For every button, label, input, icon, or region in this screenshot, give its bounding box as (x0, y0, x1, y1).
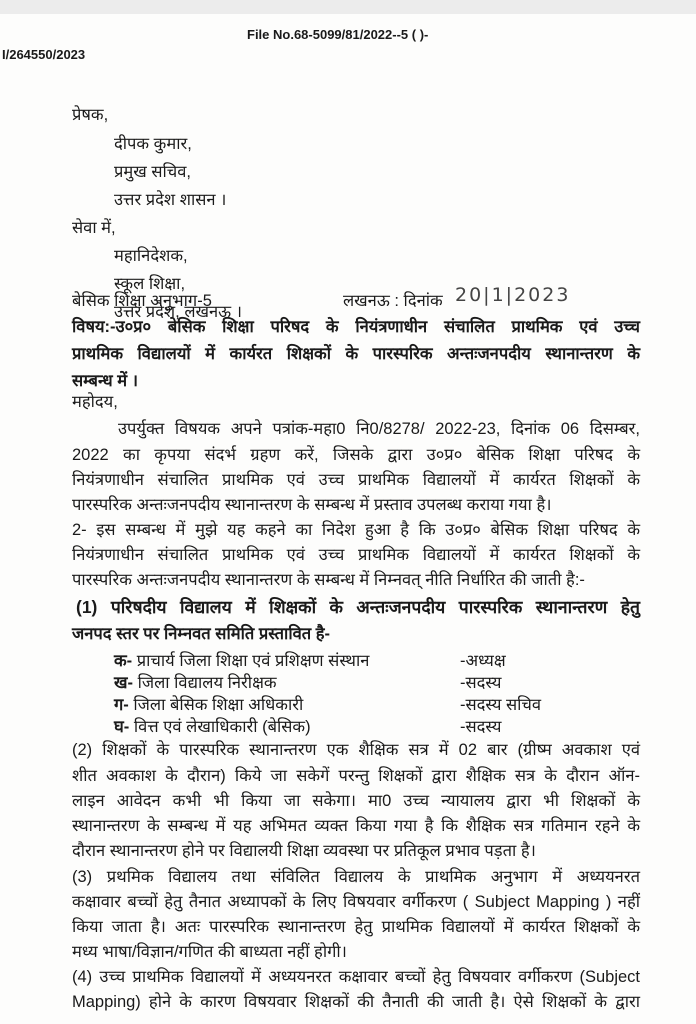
committee-role: -सदस्य सचिव (460, 696, 542, 714)
committee-item (114, 694, 303, 716)
paragraph-line: 2022 का कृपया संदर्भ ग्रहण करें, जिसके द्वारा उ०प्र० बेसिक शिक्षा परिषद के (72, 446, 640, 464)
item-key: घ- (114, 718, 130, 736)
point-1-line: जनपद स्तर पर निम्नवत समिति प्रस्तावित है- (72, 625, 331, 643)
sender-line: उत्तर प्रदेश शासन । (114, 191, 227, 209)
committee-item (114, 650, 369, 672)
member: प्राचार्य जिला शिक्षा एवं प्रशिक्षण संस्थान (136, 652, 370, 670)
point-3-line: मध्य भाषा/विज्ञान/गणित की बाध्यता नहीं होगी। (72, 943, 347, 961)
paragraph-line: नियंत्रणाधीन संचालित प्राथमिक एवं उच्च प्राथमिक विद्यालयों में कार्यरत शिक्षकों के (72, 471, 640, 489)
subject-line: सम्बन्ध में । (72, 372, 138, 390)
paragraph-line: 2- इस सम्बन्ध में मुझे यह कहने का निदेश हुआ है कि उ०प्र० बेसिक शिक्षा परिषद के (72, 521, 640, 539)
point-3-line: किया जाता है। अतः पारस्परिक स्थानान्तरण हेतु प्राथमिक विद्यालयों में कार्यरत शिक्षकों के (72, 918, 640, 936)
item-key: ख- (114, 674, 133, 692)
recipient-label: सेवा में, (72, 219, 116, 237)
committee-role: -सदस्य (460, 718, 502, 736)
recipient-line: उत्तर प्रदेश, लखनऊ । (114, 303, 242, 321)
recipient-line: महानिदेशक, (114, 247, 188, 265)
member: जिला बेसिक शिक्षा अधिकारी (133, 696, 304, 714)
paragraph-line: पारस्परिक अन्तःजनपदीय स्थानान्तरण के सम्बन्ध में निम्नवत् नीति निर्धारित की जाती है:- (72, 571, 585, 589)
salutation: महोदय, (72, 393, 118, 411)
scan-edge (0, 0, 696, 14)
point-2-line: स्थानान्तरण के सम्बन्ध में यह अभिमत व्यक्त किया गया है कि शैक्षिक सत्र गतिमान रहने के (72, 817, 640, 835)
point-4-line: (4) उच्च प्राथमिक विद्यालयों में अध्ययनरत कक्षावार बच्चों हेतु विषयवार वर्गीकरण (Subject (72, 968, 640, 986)
sender-line: प्रमुख सचिव, (114, 163, 191, 181)
point-3-line: कक्षावार बच्चों हेतु तैनात अध्यापकों के लिए विषयवार वर्गीकरण ( Subject Mapping ) नहीं (72, 893, 640, 911)
handwritten-date: 20|1|2023 (455, 284, 571, 306)
reference-number: I/264550/2023 (2, 47, 86, 62)
sender-label: प्रेषक, (72, 106, 109, 124)
point-2-line: (2) शिक्षकों के पारस्परिक स्थानान्तरण एक शैक्षिक सत्र में 02 बार (ग्रीष्म अवकाश एवं (72, 741, 640, 759)
item-key: क- (114, 652, 133, 670)
committee-role: -अध्यक्ष (460, 652, 506, 670)
place-date-label: लखनऊ : दिनांक (343, 292, 443, 310)
recipient-line: स्कूल शिक्षा, (114, 275, 186, 293)
point-4-line: Mapping) होने के कारण विषयवार शिक्षकों की तैनाती की जाती है। ऐसे शिक्षकों के द्वारा (72, 993, 640, 1011)
paragraph-line: पारस्परिक अन्तःजनपदीय स्थानान्तरण के सम्बन्ध में प्रस्ताव उपलब्ध कराया गया है। (72, 496, 552, 514)
file-number: File No.68-5099/81/2022--5 ( )- (247, 27, 429, 42)
member: जिला विद्यालय निरीक्षक (137, 674, 277, 692)
section-name: बेसिक शिक्षा अनुभाग-5 (72, 292, 212, 310)
paragraph-line: उपर्युक्त विषयक अपने पत्रांक-महा0 नि0/8278/ 2022-23, दिनांक 06 दिसम्बर, (118, 420, 640, 438)
member: वित्त एवं लेखाधिकारी (बेसिक) (133, 718, 311, 736)
point-1-line: (1) परिषदीय विद्यालय में शिक्षकों के अन्तःजनपदीय पारस्परिक स्थानान्तरण हेतु (76, 597, 640, 617)
sender-line: दीपक कुमार, (114, 135, 192, 153)
point-3-line: (3) प्रथमिक विद्यालय तथा संविलित विद्यालय के प्राथमिक अनुभाग में अध्ययनरत (72, 868, 640, 886)
committee-item (114, 716, 311, 738)
paragraph-line: नियंत्रणाधीन संचालित प्राथमिक एवं उच्च प्राथमिक विद्यालयों में कार्यरत शिक्षकों के (72, 546, 640, 564)
subject-line: प्राथमिक विद्यालयों में कार्यरत शिक्षकों के पारस्परिक अन्तःजनपदीय स्थानान्तरण के (72, 345, 640, 363)
point-2-line: शीत अवकाश के दौरान) किये जा सकेगें परन्तु शिक्षकों द्वारा शैक्षिक सत्र के दौरान ऑन- (72, 767, 640, 785)
item-key: ग- (114, 696, 129, 714)
point-2-line: लाइन आवेदन कभी भी किया जा सकेगा। मा0 उच्च न्यायालय द्वारा भी शिक्षकों के (72, 792, 640, 810)
subject-line: विषय:-उ०प्र० बेसिक शिक्षा परिषद के नियंत्रणाधीन संचालित प्राथमिक एवं उच्च (72, 318, 640, 336)
point-2-line: दौरान स्थानान्तरण होने पर विद्यालयी शिक्षा व्यवस्था पर प्रतिकूल प्रभाव पड़ता है। (72, 842, 536, 860)
committee-role: -सदस्य (460, 674, 502, 692)
committee-item (114, 672, 277, 694)
